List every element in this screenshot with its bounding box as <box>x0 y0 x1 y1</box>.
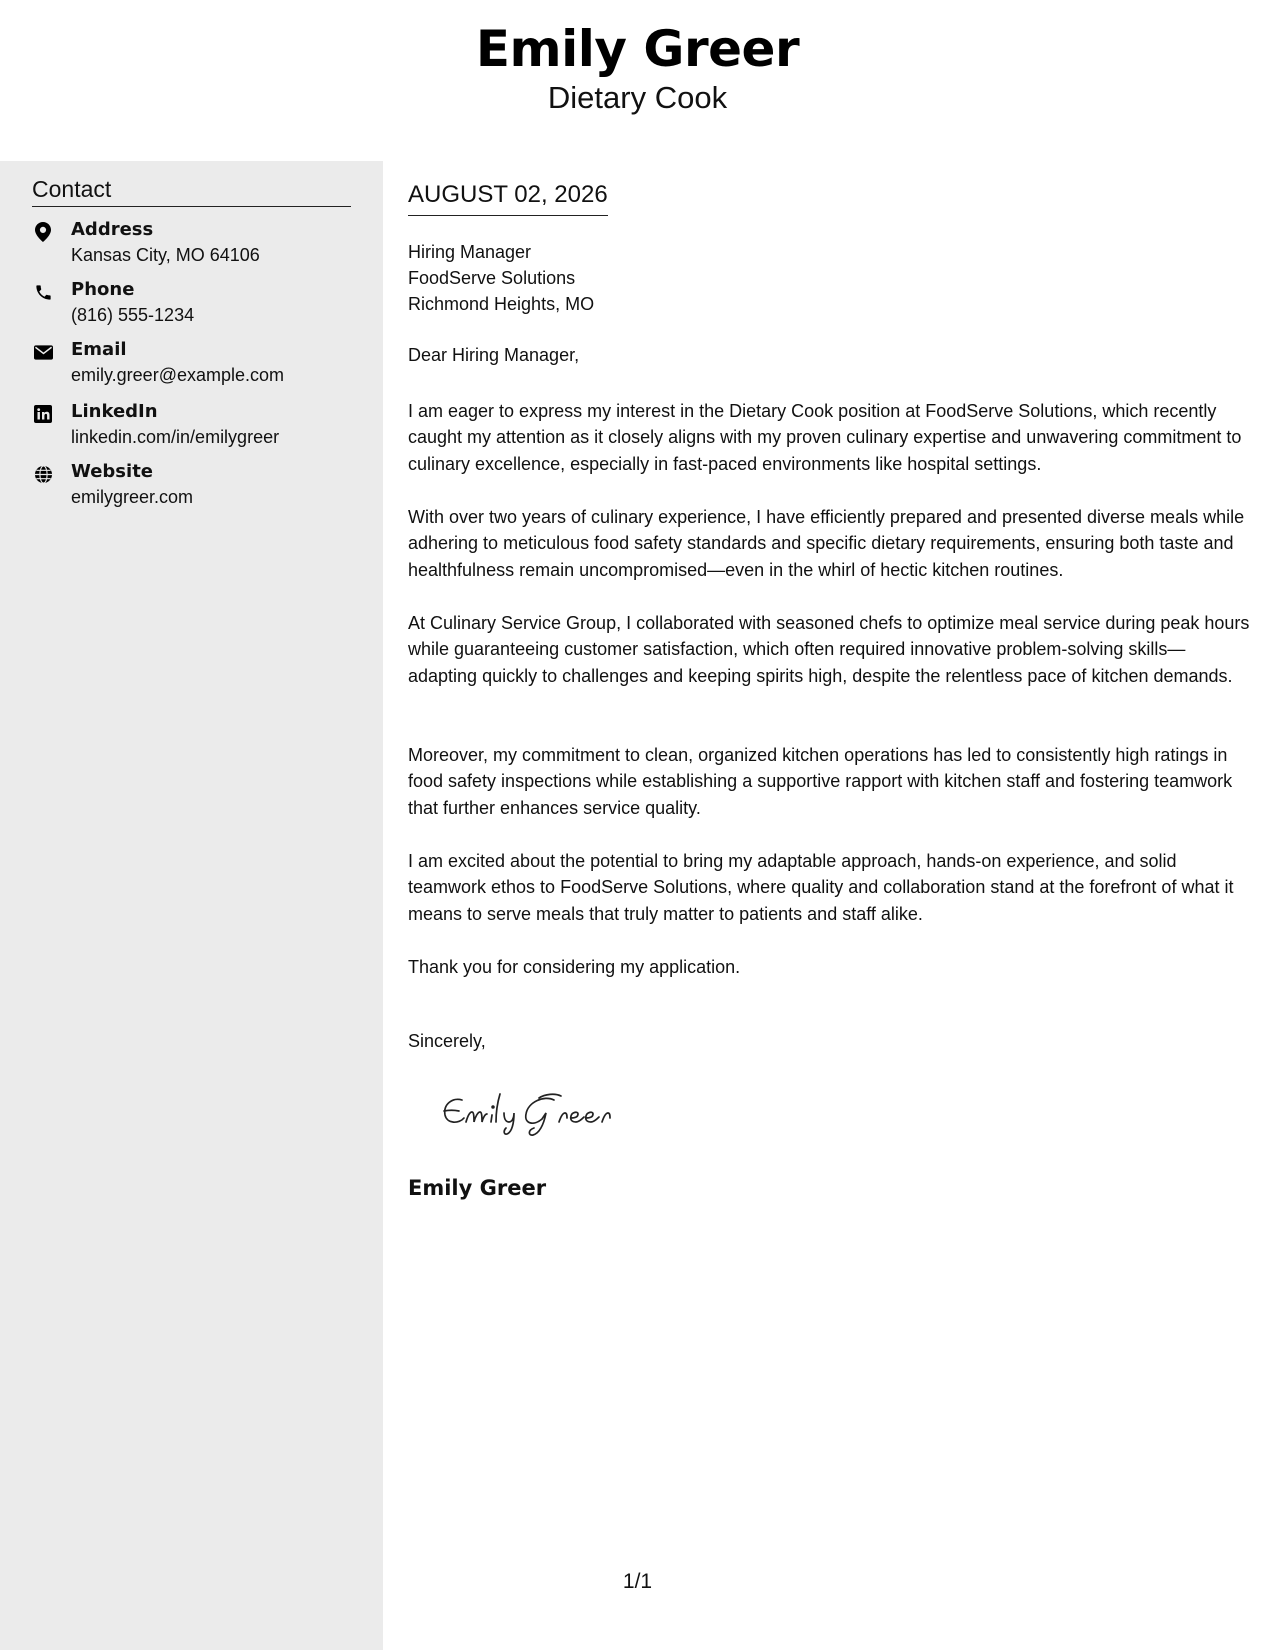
applicant-title: Dietary Cook <box>547 80 728 115</box>
contact-label: Phone <box>71 279 135 300</box>
body-paragraph: Moreover, my commitment to clean, organized kitchen operations has led to consistently high ratings in food safety inspections while establishing a supportive rapport with kitchen staff and fostering teamwork that further enhances service quality. <box>408 745 1233 818</box>
contact-value: emilygreer.com <box>71 487 194 507</box>
applicant-name: Emily Greer <box>475 20 800 78</box>
phone-icon <box>32 281 54 303</box>
closing-text: Sincerely, <box>408 1031 486 1051</box>
salutation: Dear Hiring Manager, <box>408 345 580 365</box>
contact-sidebar <box>0 161 383 1650</box>
page-number: 1/1 <box>622 1570 653 1593</box>
signer-name: Emily Greer <box>408 1176 547 1200</box>
contact-label: Email <box>71 339 127 360</box>
contact-label: LinkedIn <box>71 401 158 422</box>
envelope-icon <box>32 341 54 363</box>
contact-section-title: Contact <box>32 176 351 207</box>
letter-header <box>0 0 1275 161</box>
contact-value: Kansas City, MO 64106 <box>71 245 260 265</box>
body-paragraph: Thank you for considering my application. <box>408 957 741 977</box>
contact-value: emily.greer@example.com <box>71 365 285 385</box>
recipient-location: Richmond Heights, MO <box>408 294 595 314</box>
recipient-name: Hiring Manager <box>408 242 532 262</box>
map-pin-icon <box>32 221 54 243</box>
signature-image <box>436 1086 646 1141</box>
body-paragraph: I am eager to express my interest in the Dietary Cook position at FoodServe Solutions, which recently caught my attention as it closely aligns with my proven culinary expertise and unwavering commitment to culinary excellence, especially in fast-paced environments like hospital settings. <box>408 401 1242 474</box>
letter-date: AUGUST 02, 2026 <box>408 181 608 216</box>
globe-icon <box>32 463 54 485</box>
contact-value: (816) 555-1234 <box>71 305 195 325</box>
contact-value: linkedin.com/in/emilygreer <box>71 427 280 447</box>
contact-label: Website <box>71 461 154 482</box>
recipient-company: FoodServe Solutions <box>408 268 576 288</box>
body-paragraph: At Culinary Service Group, I collaborated with seasoned chefs to optimize meal service during peak hours while guaranteeing customer satisfaction, which often required innovative problem-solving skills—adapting quickly to challenges and keeping spirits high, despite the relentless pace of kitchen demands. <box>408 613 1250 686</box>
body-paragraph: I am excited about the potential to bring my adaptable approach, hands-on experience, and solid teamwork ethos to FoodServe Solutions, where quality and collaboration stand at the forefront of what it means to serve meals that truly matter to patients and staff alike. <box>408 851 1234 924</box>
recipient-block <box>408 239 594 317</box>
body-paragraph: With over two years of culinary experience, I have efficiently prepared and presented diverse meals while adhering to meticulous food safety standards and specific dietary requirements, ensuring both taste and healthfulness remain uncompromised—even in the whirl of hectic kitchen routines. <box>408 507 1245 580</box>
contact-label: Address <box>71 219 154 240</box>
linkedin-icon <box>32 403 54 425</box>
